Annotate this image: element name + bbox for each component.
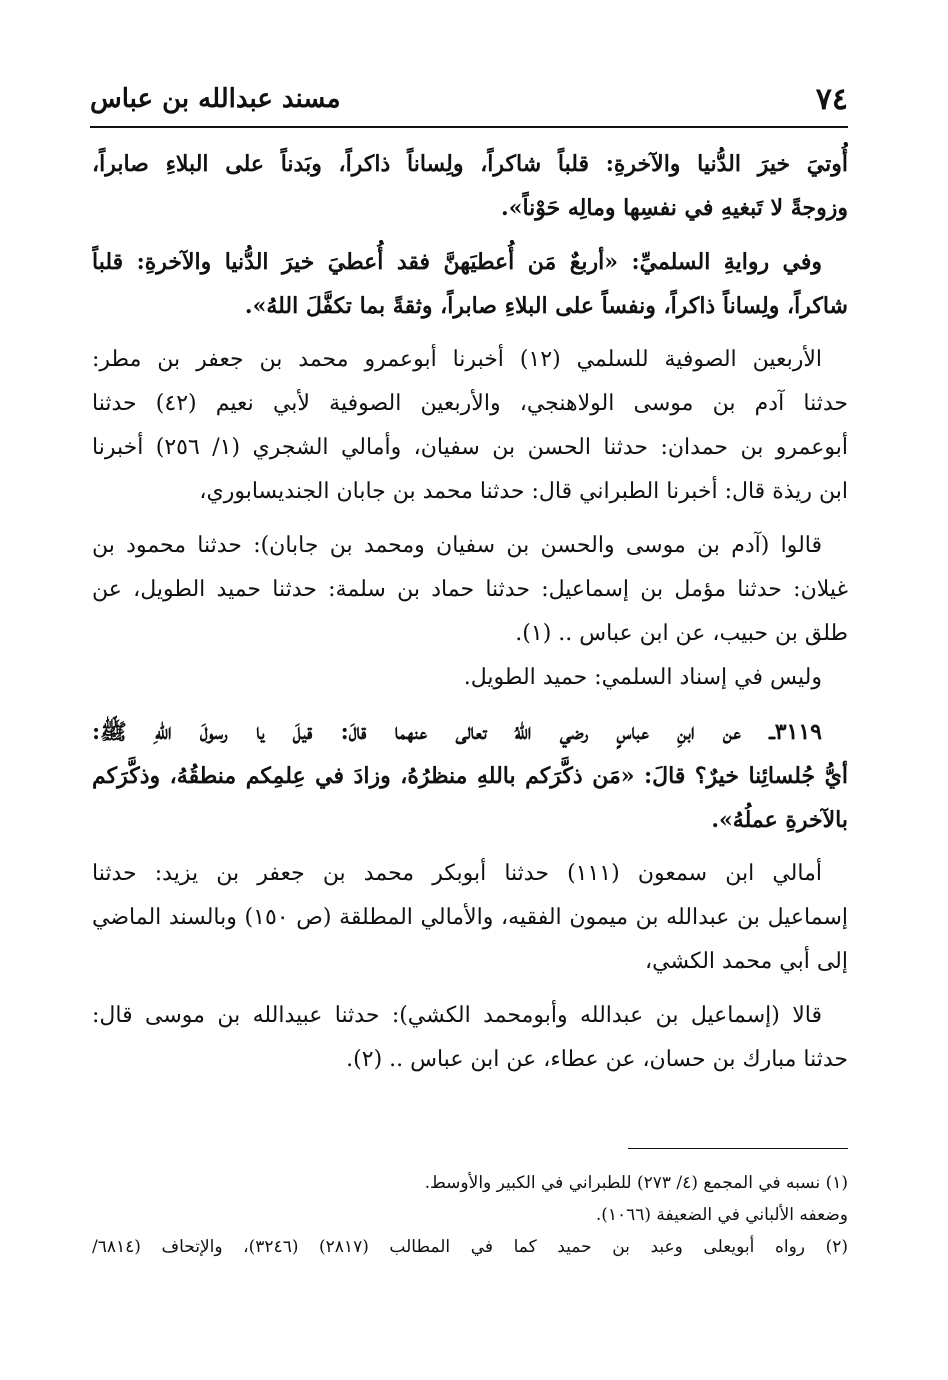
footnote-divider: [628, 1148, 848, 1149]
text-line: إلى أبي محمد الكشي،: [645, 949, 848, 974]
footnote-line: وضعفه الألباني في الضعيفة (١٠٦٦).: [595, 1205, 848, 1225]
paragraph-gap: [92, 230, 848, 240]
running-title: مسند عبدالله بن عباس: [90, 84, 341, 114]
text-line: طلق بن حبيب، عن ابن عباس .. (١).: [515, 621, 848, 646]
paragraph-gap: [92, 514, 848, 524]
text-line: حدثنا آدم بن موسى الولاهنجي، والأربعين الصوفية لأبي نعيم (٤٢) حدثنا: [92, 391, 848, 416]
text-line: أُوتيَ خيرَ الدُّنيا والآخرةِ: قلباً شاكراً، ولِساناً ذاكراً، وبَدناً على البلاءِ صابراً،: [92, 151, 848, 177]
text-line: ابن ريذة قال: أخبرنا الطبراني قال: حدثنا محمد بن جابان الجنديسابوري،: [199, 479, 848, 504]
text-line: غيلان: حدثنا مؤمل بن إسماعيل: حدثنا حماد بن سلمة: حدثنا حميد الطويل، عن: [92, 577, 848, 602]
page-header: [90, 78, 848, 128]
footnotes: [92, 1148, 848, 1263]
footnote-list: [92, 1167, 848, 1263]
paragraph-gap: [92, 700, 848, 710]
page-body: [92, 142, 848, 1082]
text-line: وفي روايةِ السلميِّ: «أربعٌ مَن أُعطيَهنَّ فقد أُعطيَ خيرَ الدُّنيا والآخرةِ: قلباً: [92, 249, 822, 275]
paragraph-gap: [92, 328, 848, 338]
paragraph-gap: [92, 984, 848, 994]
text-line: وزوجةً لا تَبغيهِ في نفسِها ومالِه حَوْناً».: [501, 195, 848, 221]
page-number: ٧٤: [815, 82, 848, 117]
text-line: حدثنا مبارك بن حسان، عن عطاء، عن ابن عباس .. (٢).: [346, 1047, 848, 1072]
text-line: أمالي ابن سمعون (١١١) حدثنا أبوبكر محمد بن جعفر بن يزيد: حدثنا: [92, 861, 822, 886]
text-line: قالوا (آدم بن موسى والحسن بن سفيان ومحمد بن جابان): حدثنا محمود بن: [92, 533, 822, 558]
text-line: قالا (إسماعيل بن عبدالله وأبومحمد الكشي): حدثنا عبيدالله بن موسى قال:: [92, 1003, 822, 1028]
text-line: أيُّ جُلسائِنا خيرٌ؟ قالَ: «مَن ذكَّرَكم باللهِ منظرُهُ، وزادَ في عِلمِكم منطقُهُ، وذكَّرَكم: [92, 763, 848, 789]
text-line: بالآخرةِ عملُهُ».: [711, 807, 848, 833]
text-line: شاكراً، ولِساناً ذاكراً، ونفساً على البلاءِ صابراً، وثقةً بما تكفَّلَ اللهُ».: [244, 293, 848, 319]
text-line: الأربعين الصوفية للسلمي (١٢) أخبرنا أبوعمرو محمد بن جعفر بن مطر:: [92, 347, 822, 372]
text-line: ٣١١٩ــ عن ابنِ عباسٍ رضي اللهُ تعالى عنهما قالَ: قيلَ يا رسولَ اللهِ ﷺ:: [92, 719, 822, 745]
paragraph-gap: [92, 842, 848, 852]
footnote-line: (٢) رواه أبويعلى وعبد بن حميد كما في المطالب (٢٨١٧) (٣٢٤٦)، والإتحاف (٦٨١٤/: [92, 1237, 848, 1257]
text-line: أبوعمرو بن حمدان: حدثنا الحسن بن سفيان، وأمالي الشجري (١/ ٢٥٦) أخبرنا: [92, 435, 848, 460]
text-line: إسماعيل بن عبدالله بن ميمون الفقيه، والأمالي المطلقة (ص ١٥٠) وبالسند الماضي: [92, 905, 848, 930]
text-line: وليس في إسناد السلمي: حميد الطويل.: [463, 665, 822, 690]
footnote-line: (١) نسبه في المجمع (٤/ ٢٧٣) للطبراني في الكبير والأوسط.: [424, 1173, 848, 1193]
